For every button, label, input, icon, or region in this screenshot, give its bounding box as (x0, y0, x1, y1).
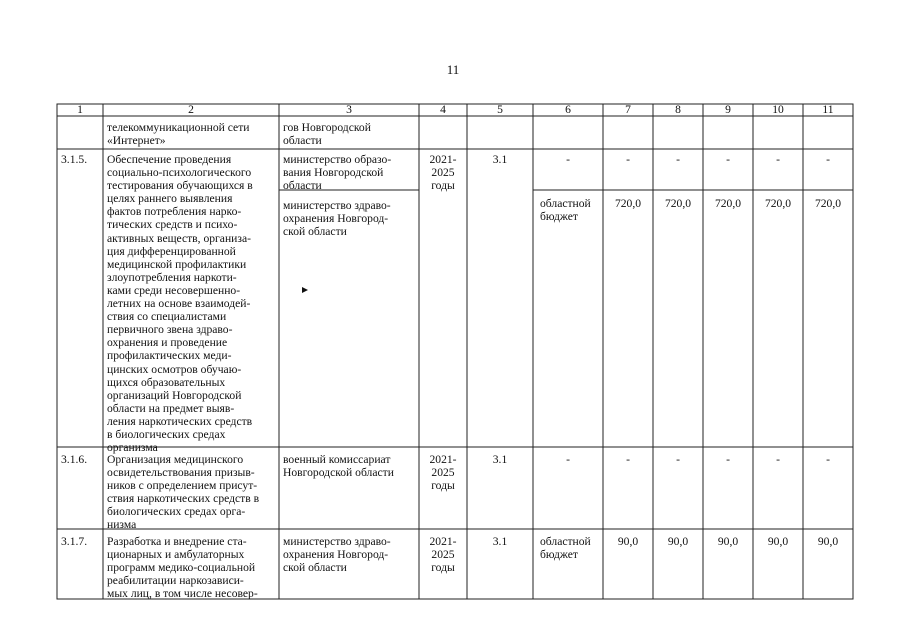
row-3-1-7-col-9: 90,0 (717, 535, 739, 548)
row-3-1-7-col-8: 90,0 (667, 535, 689, 548)
row-3-1-5-activity: Обеспечение проведения социально-психологического тестирования обучающихся в целях раннего выявления фактов потребления нарко- тических средств и психо- активных веществ, организа- ция дифференцированной медицинской профилактики злоупотребления наркоти- ками среди несовершенно- летних на основе взаимодей- ствия со специалистами первичного звена здраво- охранения и проведение профилактических меди- цинских осмотров обучаю- щихся образовательных организаций Новгородской области на предмет выяв- ления наркотических средств в биологических средах организма (107, 153, 253, 455)
header-col-6: 6 (565, 103, 571, 116)
row-3-1-7-activity: Разработка и внедрение ста- ционарных и амбулаторных программ медико-социальной реабилитации наркозависи- мых лиц, в том числе несовер- (107, 535, 258, 601)
scan-mark (302, 287, 308, 293)
header-col-8: 8 (675, 103, 681, 116)
row-3-1-7-target: 3.1 (492, 535, 508, 548)
row-3-1-7-col-10: 90,0 (767, 535, 789, 548)
row-3-1-5-b-col-11: 720,0 (814, 197, 842, 210)
row-3-1-6-target: 3.1 (492, 453, 508, 466)
page-number: 11 (446, 62, 460, 77)
continuation-activity: телекоммуникационной сети «Интернет» (107, 121, 250, 148)
row-3-1-6-activity: Организация медицинского освидетельствования призыв- ников с определением присут- ствия наркотических средств в биологических средах орга- низма (107, 453, 260, 532)
row-3-1-6-period: 2021- 2025 годы (429, 453, 457, 493)
row-3-1-6-number: 3.1.6. (61, 453, 88, 466)
row-3-1-6-source: - (566, 453, 570, 466)
row-3-1-7-executor: министерство здраво- охранения Новгород- ской области (283, 535, 391, 575)
header-col-11: 11 (822, 103, 834, 116)
row-3-1-5-b-col-7: 720,0 (614, 197, 642, 210)
row-3-1-5-source-a: - (566, 153, 570, 166)
row-3-1-5-target: 3.1 (492, 153, 508, 166)
row-3-1-5-a-col-9: - (726, 153, 730, 166)
row-3-1-5-a-col-10: - (776, 153, 780, 166)
row-3-1-6-executor: военный комиссариат Новгородской области (283, 453, 394, 480)
row-3-1-6-col-10: - (776, 453, 780, 466)
row-3-1-5-source-b: областной бюджет (540, 197, 591, 224)
header-col-7: 7 (625, 103, 631, 116)
header-col-5: 5 (497, 103, 503, 116)
row-3-1-5-b-col-10: 720,0 (764, 197, 792, 210)
row-3-1-5-b-col-8: 720,0 (664, 197, 692, 210)
header-col-4: 4 (440, 103, 446, 116)
header-col-3: 3 (346, 103, 352, 116)
row-3-1-7-col-11: 90,0 (817, 535, 839, 548)
row-3-1-7-number: 3.1.7. (61, 535, 88, 548)
header-col-2: 2 (188, 103, 194, 116)
continuation-executor: гов Новгородской области (283, 121, 371, 148)
header-col-1: 1 (77, 103, 83, 116)
row-3-1-5-a-col-11: - (826, 153, 830, 166)
row-3-1-6-col-11: - (826, 453, 830, 466)
row-3-1-6-col-9: - (726, 453, 730, 466)
row-3-1-5-number: 3.1.5. (61, 153, 88, 166)
row-3-1-7-source: областной бюджет (540, 535, 591, 562)
row-3-1-5-period: 2021- 2025 годы (429, 153, 457, 193)
row-3-1-5-a-col-8: - (676, 153, 680, 166)
row-3-1-5-b-col-9: 720,0 (714, 197, 742, 210)
header-col-10: 10 (772, 103, 784, 116)
row-3-1-5-executor-health: министерство здраво- охранения Новгород- ской области (283, 199, 391, 239)
row-3-1-6-col-8: - (676, 453, 680, 466)
row-3-1-7-period: 2021- 2025 годы (429, 535, 457, 575)
header-col-9: 9 (725, 103, 731, 116)
row-3-1-5-a-col-7: - (626, 153, 630, 166)
row-3-1-5-executor-education: министерство образо- вания Новгородской области (283, 153, 392, 193)
row-3-1-7-col-7: 90,0 (617, 535, 639, 548)
row-3-1-6-col-7: - (626, 453, 630, 466)
